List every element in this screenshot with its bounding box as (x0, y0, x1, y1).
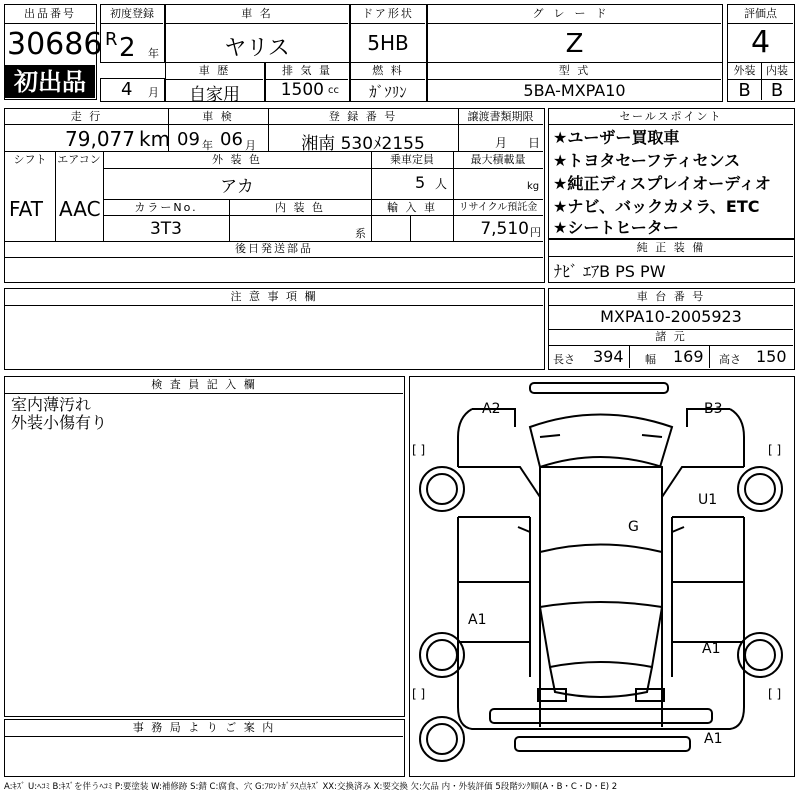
displacement-cell: 排 気 量 1500 cc (265, 62, 350, 102)
inspection-year: 09 (177, 129, 200, 150)
mileage-unit: km (139, 127, 171, 151)
recycle-fee: 7,510 (480, 219, 529, 239)
damage-mark-a1-left: A1 (468, 612, 487, 628)
score-cell: 評価点 4 (727, 4, 795, 63)
office-box: 事 務 局 よ り ご 案 内 (4, 719, 405, 777)
model: 5BA-MXPA10 (523, 81, 626, 100)
height: 150 (756, 347, 787, 366)
equipment-cell: 純 正 装 備 ﾅﾋﾞ ｴｱB PS PW (548, 239, 795, 283)
door-type: 5HB (367, 31, 409, 55)
lot-number: 30686 (7, 27, 103, 62)
month-cell (100, 78, 165, 102)
registration-cell (100, 4, 165, 63)
reg-year: 2 (119, 33, 136, 63)
door-cell: ドア形状 5HB (350, 4, 427, 63)
exterior-color: アカ (220, 177, 254, 197)
displacement: 1500 (280, 80, 324, 100)
length: 394 (593, 347, 624, 366)
details-block: 走 行 車 検 登 録 番 号 譲渡書類期限 79,077 km 09 年 06 月 湘南 530ﾒ2155 月 日 シフト エアコン 外 装 色 乗車定員 最大積載量 FAT AAC アカ 5 人 kg カラーNo. 内 装 色 輸 入 車 リサイクル預託金 3T3 系 7,510 円 後日発送部品 (4, 108, 545, 283)
damage-mark-g: G (628, 519, 639, 535)
interior-grade: B (770, 80, 784, 101)
year-unit: 年 (148, 47, 159, 60)
sales-point-5: ★シートヒーター (553, 218, 679, 237)
month-unit: 月 (148, 86, 159, 99)
capacity: 5 (415, 173, 426, 192)
lot-label: 出品番号 (24, 7, 76, 20)
damage-mark-a2: A2 (482, 401, 501, 417)
inspector-note-2: 外装小傷有り (11, 413, 108, 432)
inspector-note-1: 室内薄汚れ (11, 395, 92, 414)
sales-point-3: ★純正ディスプレイオーディオ (553, 174, 771, 193)
reg-label: 初度登録 (110, 7, 154, 20)
reg-month: 4 (121, 79, 133, 100)
damage-mark-b3: B3 (704, 401, 723, 417)
car-outline-diagram (410, 377, 793, 775)
grade: Z (565, 29, 584, 59)
inspector-box: 検 査 員 記 入 欄 室内薄汚れ 外装小傷有り (4, 376, 405, 717)
era: R (105, 29, 118, 50)
sales-point-4: ★ナビ、バックカメラ、ETC (553, 197, 760, 216)
lot-number-cell (4, 4, 103, 100)
ext-int-cell: 外装 内装 B B (727, 62, 795, 102)
grade-cell: グレード Z (427, 4, 723, 63)
inspection-month: 06 (220, 129, 243, 150)
width: 169 (673, 347, 704, 366)
mileage: 79,077 (65, 127, 135, 151)
shift: FAT (9, 197, 44, 221)
equipment: ﾅﾋﾞ ｴｱB PS PW (554, 262, 666, 281)
exterior-grade: B (738, 80, 751, 101)
sales-point-1: ★ユーザー買取車 (553, 128, 680, 147)
chassis-box: 車 台 番 号 MXPA10-2005923 諸 元 長さ 394 幅 169 高さ 150 (548, 288, 795, 370)
sales-point-2: ★トヨタセーフティセンス (553, 151, 741, 170)
history: 自家用 (189, 85, 240, 105)
damage-mark-a1-rear: A1 (704, 731, 723, 747)
legend: A:ｷｽﾞ U:ﾍｺﾐ B:ｷｽﾞを伴うﾍｺﾐ P:要塗装 W:補修跡 S:錆 C:腐食、穴 G:ﾌﾛﾝﾄｶﾞﾗｽ点ｷｽﾞ XX:交換済み X:要交換 欠:欠品 内・外装評価 5段階ﾗﾝｸ順(A・B・C・D・E) 2 (4, 782, 618, 792)
sales-points: セールスポイント ★ユーザー買取車 ★トヨタセーフティセンス ★純正ディスプレイオーディオ ★ナビ、バックカメラ、ETC ★シートヒーター (548, 108, 795, 239)
first-listing-badge: 初出品 (5, 65, 95, 98)
displacement-unit: cc (328, 85, 339, 96)
notes-box: 注 意 事 項 欄 (4, 288, 545, 370)
damage-mark-u1: U1 (698, 492, 718, 508)
fuel: ｶﾞｿﾘﾝ (369, 83, 407, 101)
score: 4 (750, 25, 771, 60)
car-name: ヤリス (224, 36, 290, 61)
air-conditioner: AAC (59, 197, 101, 221)
damage-mark-a1-right: A1 (702, 641, 721, 657)
chassis-number: MXPA10-2005923 (600, 307, 742, 326)
damage-diagram: A2 B3 U1 G A1 A1 A1 [ ] [ ] [ ] [ ] (409, 376, 795, 777)
car-name-cell: 車 名 ヤリス (165, 4, 350, 63)
color-number: 3T3 (149, 219, 183, 239)
plate-number: 湘南 530ﾒ2155 (301, 134, 425, 154)
model-cell: 型 式 5BA-MXPA10 (427, 62, 723, 102)
history-cell: 車 歴 自家用 (165, 62, 265, 102)
fuel-cell: 燃 料 ｶﾞｿﾘﾝ (350, 62, 427, 102)
